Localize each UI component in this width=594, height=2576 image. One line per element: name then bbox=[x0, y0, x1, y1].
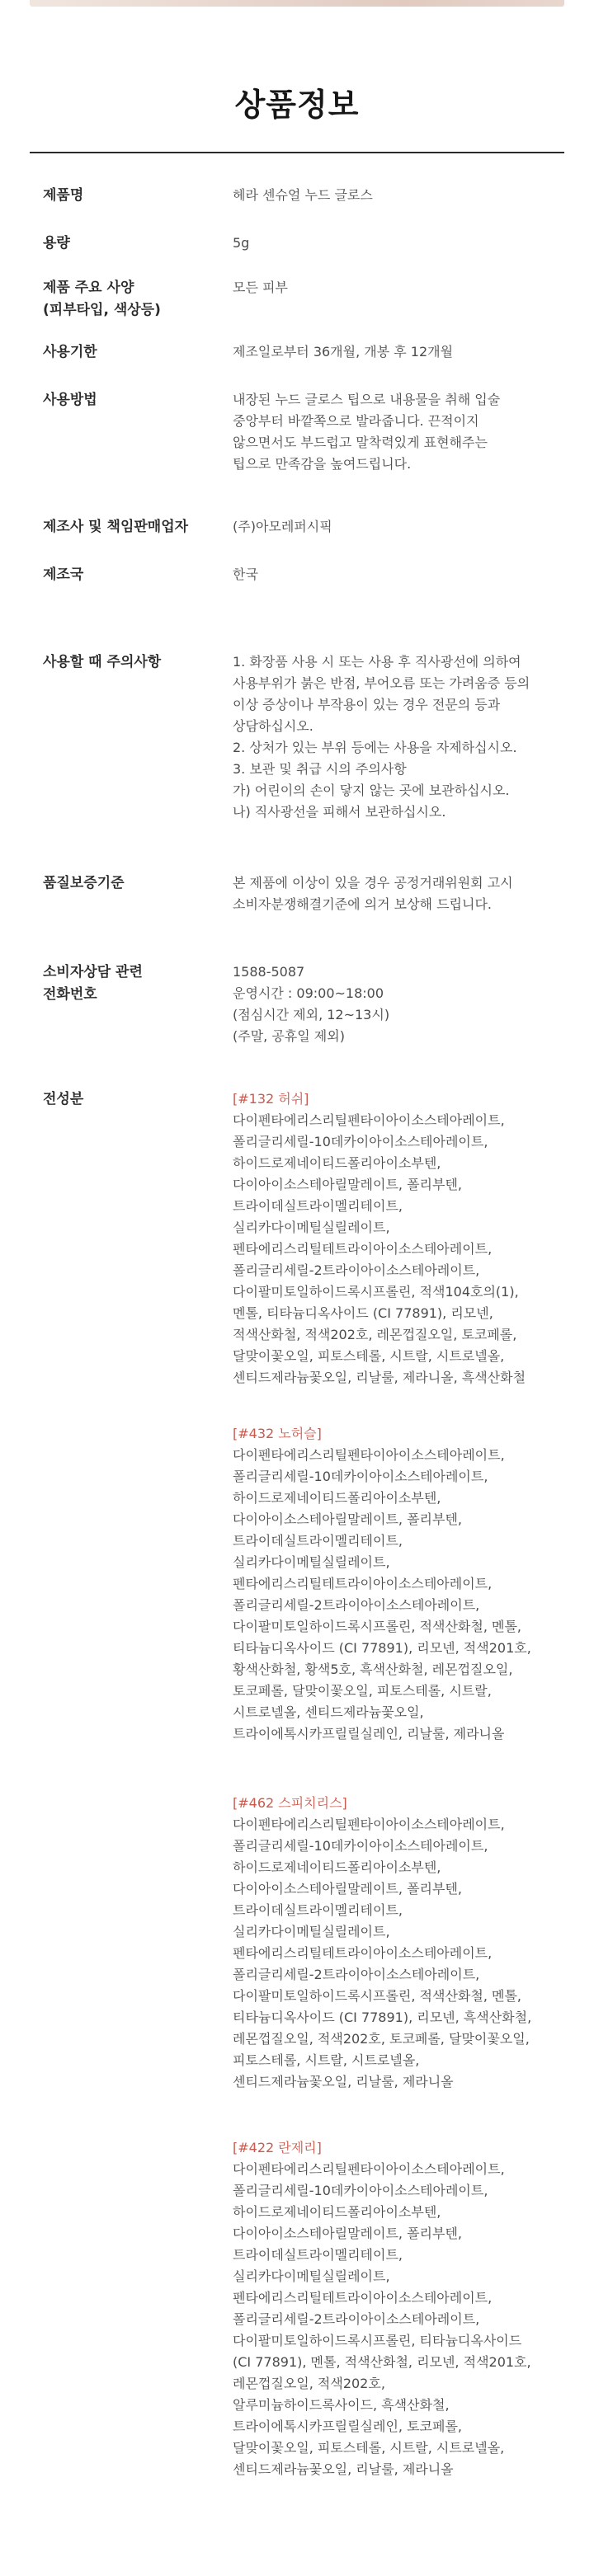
value-contact: 1588-5087 운영시간 : 09:00~18:00 (점심시간 제외, 12~13시) (주말, 공휴일 제외) bbox=[233, 964, 390, 1044]
label-manufacturer: 제조사 및 책임판매업자 bbox=[43, 519, 189, 535]
value-volume: 5g bbox=[233, 235, 250, 251]
shade-name: [#422 란제리] bbox=[233, 2140, 322, 2155]
shade-block bbox=[233, 1088, 538, 1389]
header-divider bbox=[30, 152, 564, 153]
label-product-name: 제품명 bbox=[43, 187, 84, 204]
value-manufacturer: (주)아모레퍼시픽 bbox=[233, 519, 332, 534]
shade-name: [#132 허쉬] bbox=[233, 1091, 309, 1107]
shade-block bbox=[233, 1793, 538, 2093]
value-spec: 모든 피부 bbox=[233, 280, 288, 295]
shade-name: [#462 스피치리스] bbox=[233, 1795, 347, 1811]
value-country: 한국 bbox=[233, 566, 258, 582]
label-spec: 제품 주요 사양 (피부타입, 색상등) bbox=[43, 280, 161, 318]
shade-block bbox=[233, 2137, 538, 2480]
label-country: 제조국 bbox=[43, 566, 84, 583]
shade-name: [#432 노허슬] bbox=[233, 1426, 322, 1441]
value-caution: 1. 화장품 사용 시 또는 사용 후 직사광선에 의하여 사용부위가 붉은 반점, 부어오름 또는 가려움증 등의 이상 증상이나 부작용이 있는 경우 전문의 등과 상담하십시오. 2. 상처가 있는 부위 등에는 사용을 자제하십시오. 3. 보관 및 취급 시의 주의사항 가) 어린이의 손이 닿지 않는 곳에 보관하십시오. 나) 직사광선을 피해서 보관하십시오. bbox=[233, 654, 530, 820]
value-expiry: 제조일로부터 36개월, 개봉 후 12개월 bbox=[233, 344, 454, 360]
shade-block bbox=[233, 1423, 538, 1745]
label-usage: 사용방법 bbox=[43, 392, 97, 408]
label-expiry: 사용기한 bbox=[43, 344, 97, 360]
shade-ingredients: 다이펜타에리스리틸펜타이아이소스테아레이트, 폴리글리세릴-10데카이아이소스테아레이트, 하이드로제네이티드폴리아이소부텐, 다이아이소스테아릴말레이트, 폴리부텐, 트라이데실트라이멜리테이트, 실리카다이메틸실릴레이트, 펜타에리스리틸테트라이아이소스테아레이트, 폴리글리세릴-2트라이아이소스테아레이트, 다이팔미토일하이드록시프롤린, 티타늄디옥사이드 (CI 77891), 멘톨, 적색산화철, 리모넨, 적색201호, 레몬껍질오일, 적색202호, 알루미늄하이드록사이드, 흑색산화철, 트라이에톡시카프릴릴실레인, 토코페롤, 달맞이꽃오일, 피토스테롤, 시트랄, 시트로넬올, 센티드제라늄꽃오일, 리날룰, 제라니올 bbox=[233, 2161, 531, 2477]
shade-ingredients: 다이펜타에리스리틸펜타이아이소스테아레이트, 폴리글리세릴-10데카이아이소스테아레이트, 하이드로제네이티드폴리아이소부텐, 다이아이소스테아릴말레이트, 폴리부텐, 트라이데실트라이멜리테이트, 실리카다이메틸실릴레이트, 펜타에리스리틸테트라이아이소스테아레이트, 폴리글리세릴-2트라이아이소스테아레이트, 다이팔미토일하이드록시프롤린, 적색104호의(1), 멘톨, 티타늄디옥사이드 (CI 77891), 리모넨, 적색산화철, 적색202호, 레몬껍질오일, 토코페롤, 달맞이꽃오일, 피토스테롤, 시트랄, 시트로넬올, 센티드제라늄꽃오일, 리날룰, 제라니올, 흑색산화철 bbox=[233, 1112, 526, 1385]
shade-ingredients: 다이펜타에리스리틸펜타이아이소스테아레이트, 폴리글리세릴-10데카이아이소스테아레이트, 하이드로제네이티드폴리아이소부텐, 다이아이소스테아릴말레이트, 폴리부텐, 트라이데실트라이멜리테이트, 실리카다이메틸실릴레이트, 펜타에리스리틸테트라이아이소스테아레이트, 폴리글리세릴-2트라이아이소스테아레이트, 다이팔미토일하이드록시프롤린, 적색산화철, 멘톨, 티타늄디옥사이드 (CI 77891), 리모넨, 흑색산화철, 레몬껍질오일, 적색202호, 토코페롤, 달맞이꽃오일, 피토스테롤, 시트랄, 시트로넬올, 센티드제라늄꽃오일, 리날룰, 제라니올 bbox=[233, 1817, 532, 2089]
label-warranty: 품질보증기준 bbox=[43, 875, 125, 891]
label-ingredients: 전성분 bbox=[43, 1091, 84, 1107]
top-image-edge bbox=[0, 0, 594, 7]
value-product-name: 헤라 센슈얼 누드 글로스 bbox=[233, 187, 373, 203]
label-caution: 사용할 때 주의사항 bbox=[43, 654, 162, 670]
label-contact: 소비자상담 관련 전화번호 bbox=[43, 964, 143, 1003]
value-usage: 내장된 누드 글로스 팁으로 내용물을 취해 입술 중앙부터 바깥쪽으로 발라줍니다. 끈적이지 않으면서도 부드럽고 말착력있게 표현해주는 팁으로 만족감을 높여드립니다. bbox=[233, 392, 501, 472]
page-title: 상품정보 bbox=[234, 87, 360, 123]
label-volume: 용량 bbox=[43, 235, 70, 251]
value-warranty: 본 제품에 이상이 있을 경우 공정거래위원회 고시 소비자분쟁해결기준에 의거 보상해 드립니다. bbox=[233, 875, 513, 912]
shade-ingredients: 다이펜타에리스리틸펜타이아이소스테아레이트, 폴리글리세릴-10데카이아이소스테아레이트, 하이드로제네이티드폴리아이소부텐, 다이아이소스테아릴말레이트, 폴리부텐, 트라이데실트라이멜리테이트, 실리카다이메틸실릴레이트, 펜타에리스리틸테트라이아이소스테아레이트, 폴리글리세릴-2트라이아이소스테아레이트, 다이팔미토일하이드록시프롤린, 적색산화철, 멘톨, 티타늄디옥사이드 (CI 77891), 리모넨, 적색201호, 황색산화철, 황색5호, 흑색산화철, 레몬껍질오일, 토코페롤, 달맞이꽃오일, 피토스테롤, 시트랄, 시트로넬올, 센티드제라늄꽃오일, 트라이에톡시카프릴릴실레인, 리날룰, 제라니올 bbox=[233, 1447, 531, 1742]
